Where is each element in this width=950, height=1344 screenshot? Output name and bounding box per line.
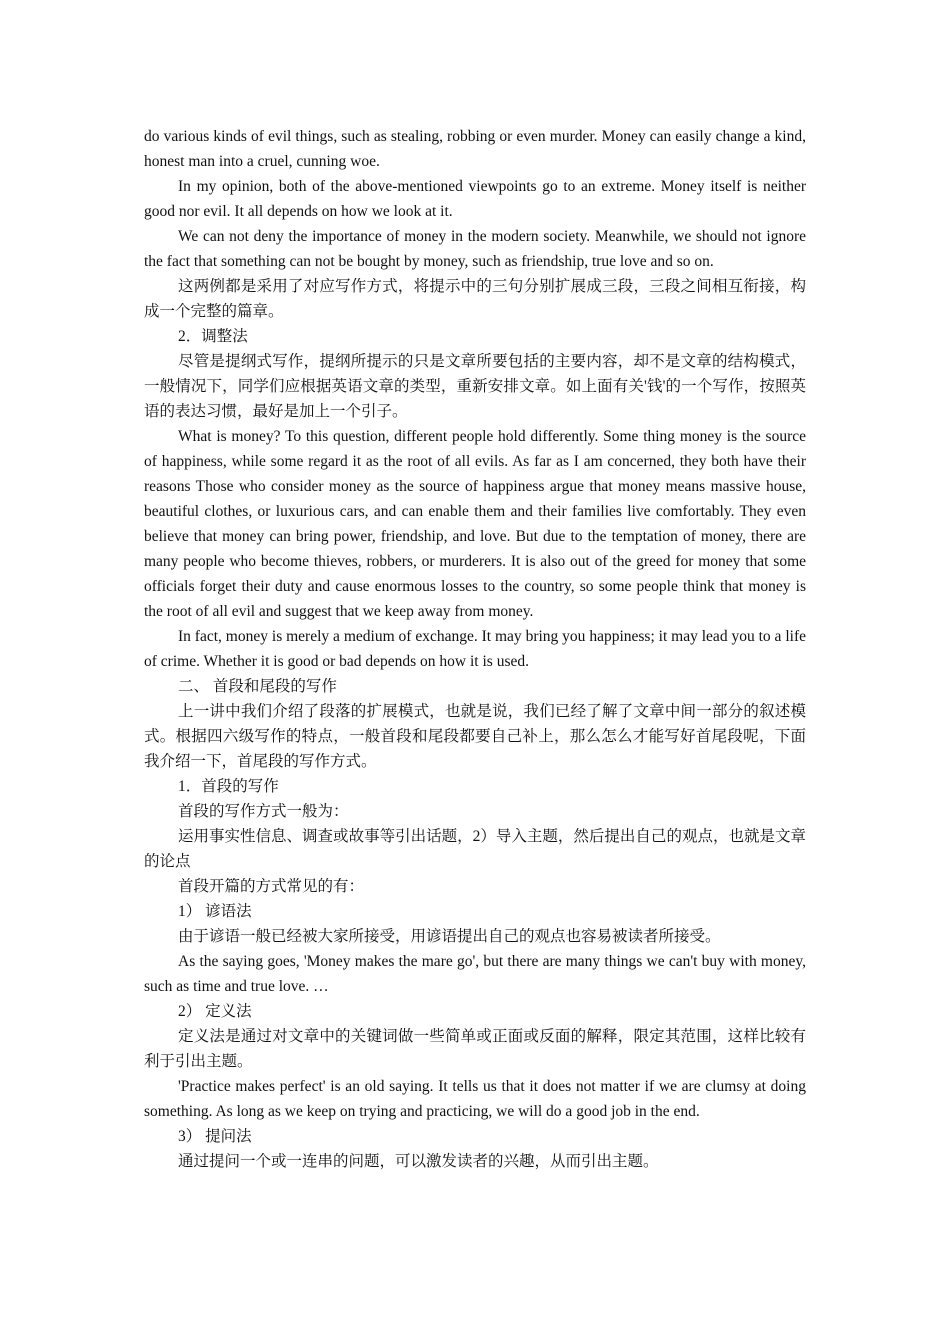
list-item-heading: 2） 定义法 — [178, 1003, 252, 1020]
paragraph: In fact, money is merely a medium of exchange. It may bring you happiness; it may lead you to a life of crime. Whether it is good or bad depends on how it is used. — [144, 628, 806, 670]
example-paragraph: 'Practice makes perfect' is an old saying. It tells us that it does not matter if we are clumsy at doing something. As long as we keep on trying and practicing, we will do a good job in the end. — [144, 1078, 806, 1120]
section-heading: 2．调整法 — [178, 328, 248, 345]
list-item-heading: 1） 谚语法 — [178, 903, 252, 920]
paragraph: 上一讲中我们介绍了段落的扩展模式，也就是说，我们已经了解了文章中间一部分的叙述模式。根据四六级写作的特点，一般首段和尾段都要自己补上，那么怎么才能写好首尾段呢，下面我介绍一下，首尾段的写作方式。 — [144, 703, 806, 770]
paragraph: 首段的写作方式一般为： — [178, 803, 349, 820]
paragraph: 通过提问一个或一连串的问题，可以激发读者的兴趣，从而引出主题。 — [178, 1153, 659, 1170]
paragraph: 由于谚语一般已经被大家所接受，用谚语提出自己的观点也容易被读者所接受。 — [178, 928, 721, 945]
paragraph: What is money? To this question, different people hold differently. Some thing money is the source of happiness, while some regard it as the root of all evils. As far as I am concerned, they both have their reasons Those who consider money as the source of happiness argue that money means massive house, beautiful clothes, or luxurious cars, and can enable them and their families live comfortably. They even believe that money can bring power, friendship, and love. But due to the temptation of money, there are many people who become thieves, robbers, or murderers. It is also out of the greed for money that some officials forget their duty and cause enormous losses to the country, so some people think that money is the root of all evil and suggest that we keep away from money. — [144, 428, 806, 620]
paragraph: In my opinion, both of the above-mentioned viewpoints go to an extreme. Money itself is neither good nor evil. It all depends on how we look at it. — [144, 178, 806, 220]
paragraph: 首段开篇的方式常见的有： — [178, 878, 365, 895]
document-page — [144, 124, 806, 1174]
paragraph: 定义法是通过对文章中的关键词做一些简单或正面或反面的解释，限定其范围，这样比较有利于引出主题。 — [144, 1028, 806, 1070]
subsection-heading: 1．首段的写作 — [178, 778, 279, 795]
paragraph: We can not deny the importance of money in the modern society. Meanwhile, we should not ignore the fact that something can not be bought by money, such as friendship, true love and so on. — [144, 228, 806, 270]
paragraph: 运用事实性信息、调查或故事等引出话题，2）导入主题，然后提出自己的观点，也就是文章的论点 — [144, 828, 806, 870]
paragraph: 这两例都是采用了对应写作方式，将提示中的三句分别扩展成三段，三段之间相互衔接，构成一个完整的篇章。 — [144, 278, 806, 320]
example-paragraph: As the saying goes, 'Money makes the mare go', but there are many things we can't buy with money, such as time and true love. … — [144, 953, 806, 995]
paragraph: do various kinds of evil things, such as stealing, robbing or even murder. Money can easily change a kind, honest man into a cruel, cunning woe. — [144, 128, 806, 170]
paragraph: 尽管是提纲式写作，提纲所提示的只是文章所要包括的主要内容，却不是文章的结构模式，一般情况下，同学们应根据英语文章的类型，重新安排文章。如上面有关'钱'的一个写作，按照英语的表达习惯，最好是加上一个引子。 — [144, 353, 806, 420]
list-item-heading: 3） 提问法 — [178, 1128, 252, 1145]
section-heading: 二、 首段和尾段的写作 — [178, 678, 337, 695]
